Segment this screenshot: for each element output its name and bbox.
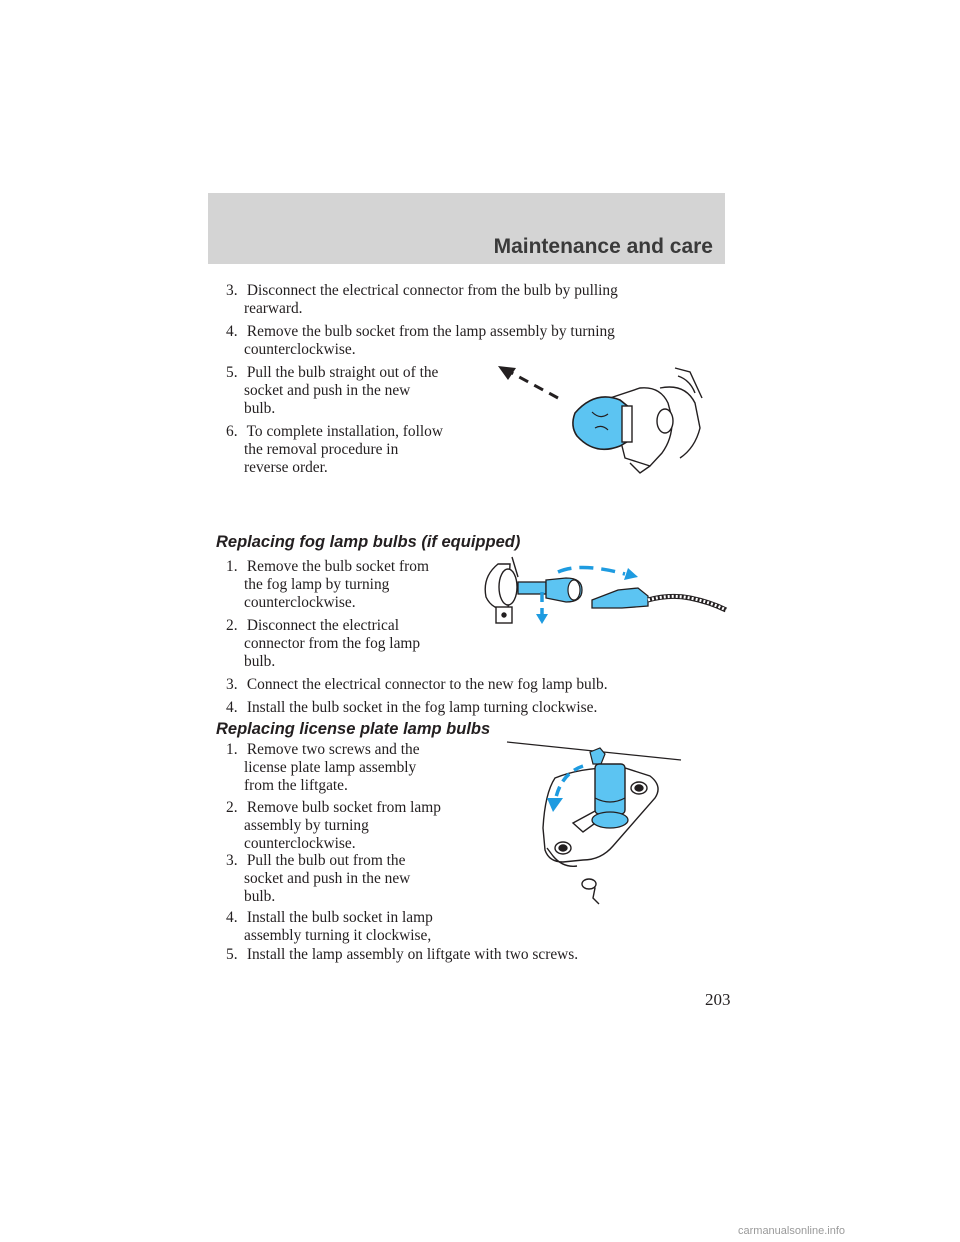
step-6: 6. To complete installation, follow the removal procedure in reverse order. <box>226 423 443 476</box>
step-5: 5. Pull the bulb straight out of the socket and push in the new bulb. <box>226 364 439 417</box>
connector-icon <box>592 588 726 610</box>
license-step-5: 5. Install the lamp assembly on liftgate with two screws. <box>226 946 579 963</box>
bulb-icon <box>573 397 632 449</box>
fog-step-3: 3. Connect the electrical connector to the new fog lamp bulb. <box>226 676 608 693</box>
step-3: 3. Disconnect the electrical connector from the bulb by pulling rearward. <box>226 282 618 317</box>
fog-bulb-icon <box>518 578 582 602</box>
license-step-1: 1. Remove two screws and the license plate lamp assembly from the liftgate. <box>226 741 420 794</box>
section-title: Maintenance and care <box>493 235 713 258</box>
fog-step-4: 4. Install the bulb socket in the fog lamp turning clockwise. <box>226 699 598 716</box>
fog-step-2: 2. Disconnect the electrical connector from the fog lamp bulb. <box>226 617 421 670</box>
step-4: 4. Remove the bulb socket from the lamp assembly by turning counterclockwise. <box>226 323 615 358</box>
socket-icon <box>590 748 628 828</box>
watermark: carmanualsonline.info <box>738 1225 846 1237</box>
fog-lamp-figure <box>470 552 735 632</box>
page-number: 203 <box>705 990 731 1009</box>
section-header-band <box>208 193 725 264</box>
license-step-3: 3. Pull the bulb out from the socket and push in the new bulb. <box>226 852 411 905</box>
fog-lamp-heading: Replacing fog lamp bulbs (if equipped) <box>216 533 521 551</box>
license-lamp-figure <box>505 738 687 908</box>
license-step-2: 2. Remove bulb socket from lamp assembly by turning counterclockwise. <box>226 799 441 852</box>
fog-step-1: 1. Remove the bulb socket from the fog lamp by turning counterclockwise. <box>226 558 429 611</box>
license-step-4: 4. Install the bulb socket in lamp assembly turning it clockwise, <box>226 909 433 944</box>
bulb-removal-figure <box>490 358 730 478</box>
license-plate-heading: Replacing license plate lamp bulbs <box>216 720 491 738</box>
arrow-icon <box>498 366 558 398</box>
